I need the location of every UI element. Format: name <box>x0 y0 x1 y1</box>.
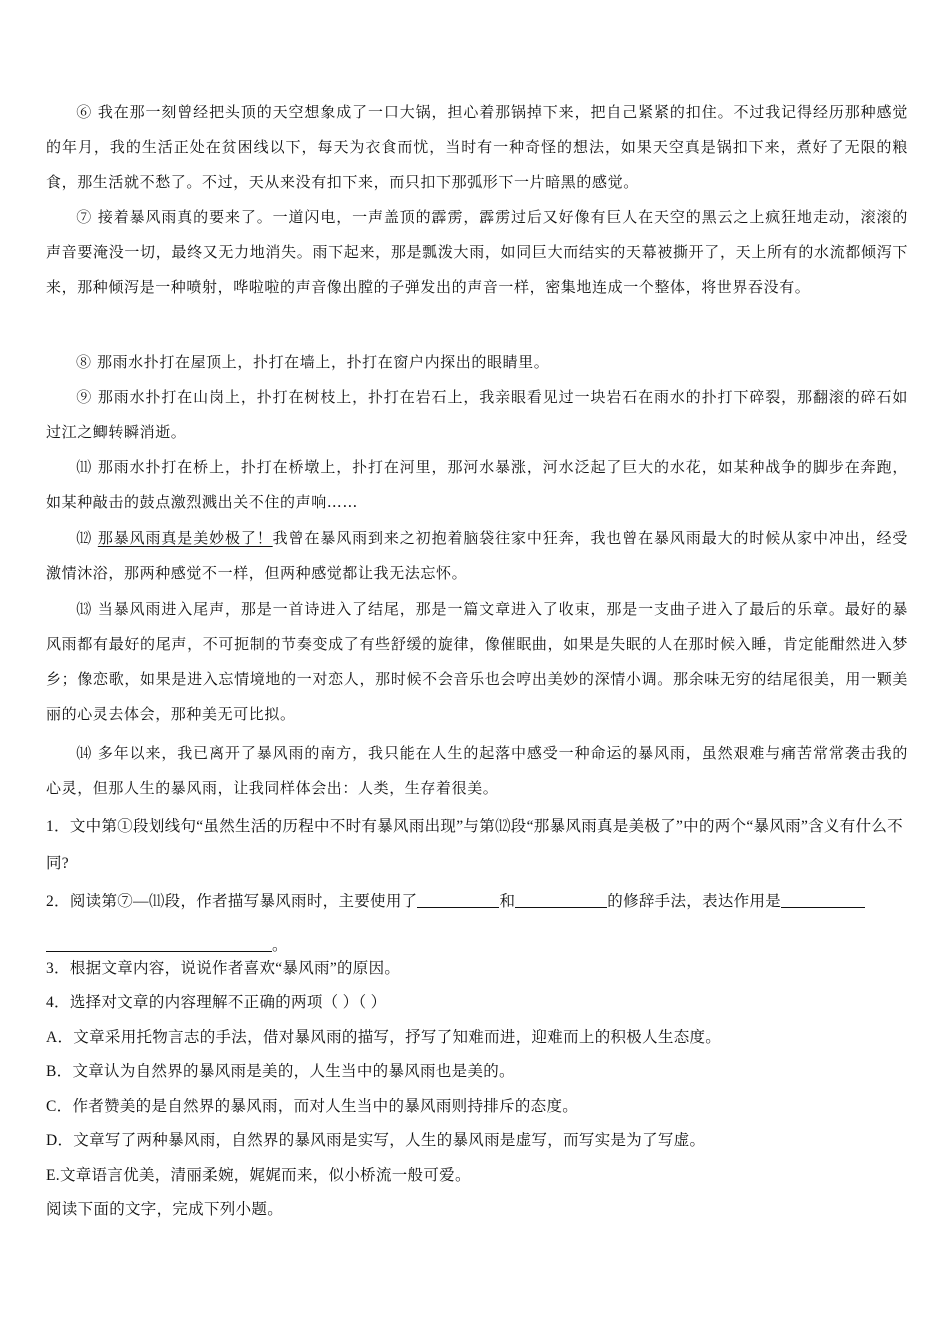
option-d: D．文章写了两种暴风雨，自然界的暴风雨是实写，人生的暴风雨是虚写，而写实是为了写虚。 <box>46 1132 706 1149</box>
paragraph-13 <box>46 592 908 732</box>
question-2-text-c: 的修辞手法，表达作用是 <box>607 893 782 910</box>
option-e: E.文章语言优美，清丽柔婉，娓娓而来，似小桥流一般可爱。 <box>46 1167 471 1184</box>
paragraph-12-number: ⑿ <box>76 529 98 547</box>
paragraph-7-text: ⑦ 接着暴风雨真的要来了。一道闪电，一声盖顶的霹雳，霹雳过后又好像有巨人在天空的黑云之上疯狂地走动，滚滚的声音要淹没一切，最终又无力地消失。雨下起来，那是瓢泼大雨，如同巨大而结实的天幕被撕开了，天上所有的水流都倾泻下来，那种倾泻是一种喷射，哗啦啦的声音像出膛的子弹发出的声音一样，密集地连成一个整体，将世界吞没有。 <box>46 208 908 296</box>
question-1: 1．文中第①段划线句“虽然生活的历程中不时有暴风雨出现”与第⑿段“那暴风雨真是美极了”中的两个“暴风雨”含义有什么不同? <box>46 818 903 872</box>
paragraph-8 <box>46 345 908 380</box>
paragraph-12 <box>46 521 908 591</box>
option-b: B．文章认为自然界的暴风雨是美的，人生当中的暴风雨也是美的。 <box>46 1063 515 1080</box>
answer-blank-1[interactable] <box>417 891 499 908</box>
paragraph-6-text: ⑥ 我在那一刻曾经把头顶的天空想象成了一口大锅，担心着那锅掉下来，把自己紧紧的扣住。不过我记得经历那种感觉的年月，我的生活正处在贫困线以下，每天为衣食而忧，当时有一种奇怪的想法，如果天空真是锅扣下来，煮好了无限的粮食，那生活就不愁了。不过，天从来没有扣下来，而只扣下那弧形下一片暗黑的感觉。 <box>46 103 908 191</box>
paragraph-8-text: ⑧ 那雨水扑打在屋顶上，扑打在墙上，扑打在窗户内探出的眼睛里。 <box>76 353 550 371</box>
paragraph-6 <box>46 95 908 200</box>
reading-instruction: 阅读下面的文字，完成下列小题。 <box>46 1201 284 1218</box>
paragraph-14 <box>46 736 908 806</box>
answer-blank-3[interactable] <box>781 891 865 908</box>
paragraph-13-text: ⒀ 当暴风雨进入尾声，那是一首诗进入了结尾，那是一篇文章进入了收束，那是一支曲子进入了最后的乐章。最好的暴风雨都有最好的尾声，不可扼制的节奏变成了有些舒缓的旋律，像催眠曲，如果是失眠的人在那时候入睡，肯定能酣然进入梦乡；像恋歌，如果是进入忘情境地的一对恋人，那时候不会音乐也会哼出美妙的深情小调。那余味无穷的结尾很美，用一颗美丽的心灵去体会，那种美无可比拟。 <box>46 600 908 723</box>
paragraph-14-text: ⒁ 多年以来，我已离开了暴风雨的南方，我只能在人生的起落中感受一种命运的暴风雨，虽然艰难与痛苦常常袭击我的心灵，但那人生的暴风雨，让我同样体会出：人类，生存着很美。 <box>46 744 908 797</box>
paragraph-9 <box>46 380 908 450</box>
option-c: C．作者赞美的是自然界的暴风雨，而对人生当中的暴风雨则持排斥的态度。 <box>46 1098 579 1115</box>
answer-blank-3-continued[interactable] <box>46 935 272 952</box>
paragraph-11-text: ⑾ 那雨水扑打在桥上，扑打在桥墩上，扑打在河里，那河水暴涨，河水泛起了巨大的水花，如某种战争的脚步在奔跑，如某种敲击的鼓点激烈溅出关不住的声响…… <box>46 458 908 511</box>
underlined-sentence: 那暴风雨真是美妙极了！ <box>97 529 273 547</box>
answer-blank-2[interactable] <box>515 891 607 908</box>
question-2-text-b: 和 <box>499 893 516 910</box>
paragraph-11 <box>46 450 908 520</box>
paragraph-12-text: 我曾在暴风雨到来之初抱着脑袋往家中狂奔，我也曾在暴风雨最大的时候从家中冲出，经受激情沐浴，那两种感觉不一样，但两种感觉都让我无法忘怀。 <box>46 529 908 582</box>
paragraph-7 <box>46 200 908 305</box>
question-2-text-a: 2．阅读第⑦—⑾段，作者描写暴风雨时，主要使用了 <box>46 893 418 910</box>
question-4: 4．选择对文章的内容理解不正确的两项（ ）（ ） <box>46 994 387 1011</box>
question-3: 3．根据文章内容，说说作者喜欢“暴风雨”的原因。 <box>46 960 401 977</box>
question-2-end: 。 <box>272 937 288 954</box>
paragraph-9-text: ⑨ 那雨水扑打在山岗上，扑打在树枝上，扑打在岩石上，我亲眼看见过一块岩石在雨水的扑打下碎裂，那翻滚的碎石如过江之鲫转瞬消逝。 <box>46 388 908 441</box>
option-a: A．文章采用托物言志的手法，借对暴风雨的描写，抒写了知难而进，迎难而上的积极人生态度。 <box>46 1029 722 1046</box>
